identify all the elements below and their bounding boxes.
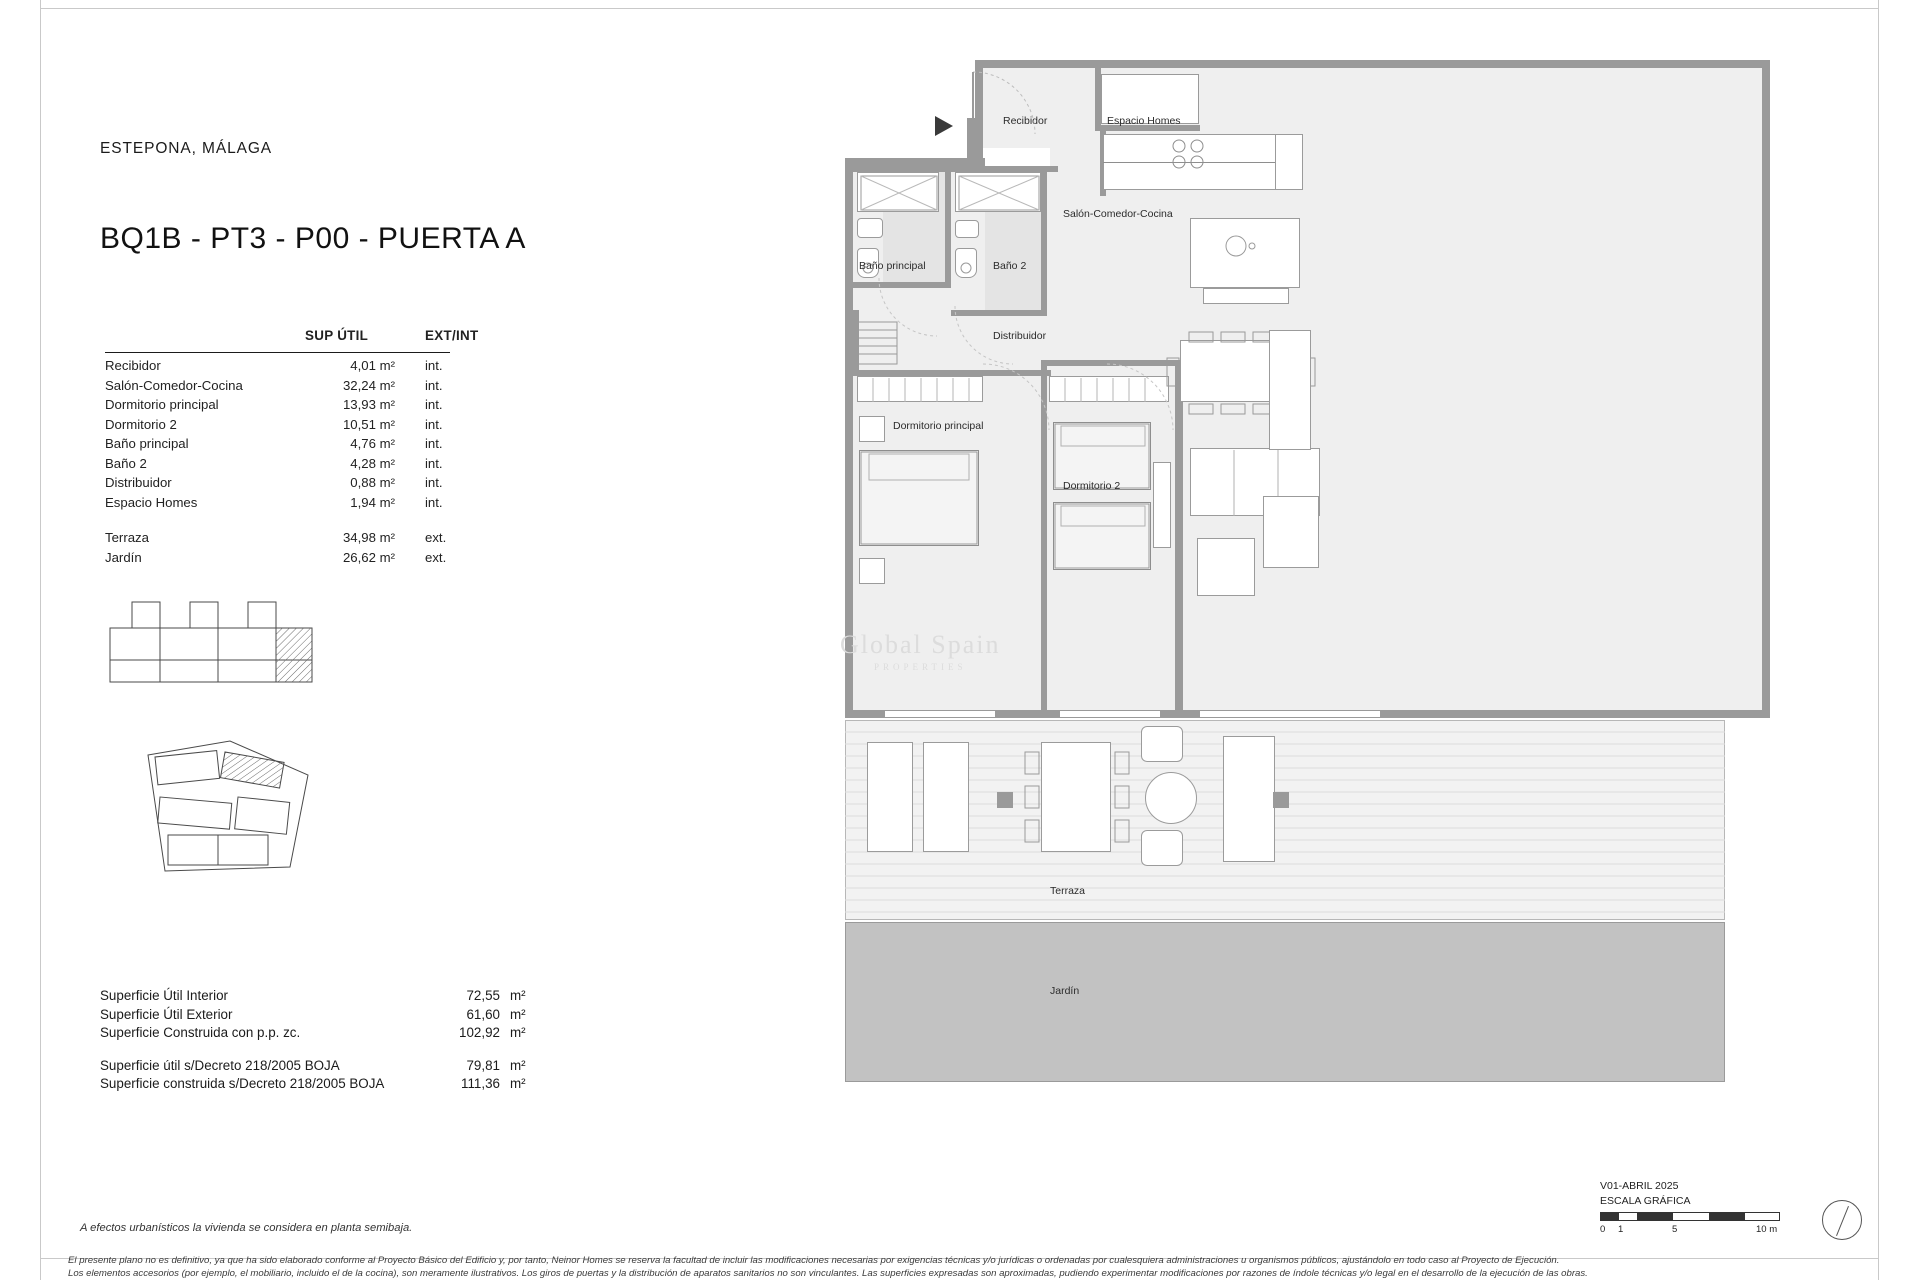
summary-unit: m² bbox=[510, 1057, 526, 1073]
label-dormitorio-2: Dormitorio 2 bbox=[1063, 480, 1121, 492]
table-row bbox=[105, 550, 525, 570]
room-name: Distribuidor bbox=[105, 475, 172, 490]
legal-disclaimer bbox=[68, 1254, 1868, 1280]
location-label: ESTEPONA, MÁLAGA bbox=[100, 140, 273, 157]
door-swing-dormitorio-principal bbox=[979, 360, 1059, 440]
sunlounger-2 bbox=[923, 742, 969, 852]
watermark-text: Global Spain bbox=[840, 630, 1001, 659]
room-type: ext. bbox=[425, 549, 447, 565]
table-row bbox=[105, 530, 525, 550]
floor-plan-drawing bbox=[845, 30, 1875, 1120]
room-type: int. bbox=[425, 377, 443, 393]
scale-tick-5: 5 bbox=[1672, 1224, 1678, 1235]
room-area: 26,62 m² bbox=[342, 549, 395, 565]
room-area: 4,28 m² bbox=[350, 455, 395, 471]
summary-value: 79,81 bbox=[466, 1057, 500, 1073]
label-terraza: Terraza bbox=[1050, 885, 1086, 897]
table-row bbox=[105, 456, 525, 476]
door-swing-entry bbox=[965, 66, 1085, 156]
sideboard bbox=[1153, 462, 1171, 548]
stairs-icon bbox=[855, 320, 899, 366]
table-row bbox=[105, 397, 525, 417]
nightstand-principal bbox=[859, 416, 885, 442]
label-jardin: Jardín bbox=[1050, 985, 1080, 997]
island-stools bbox=[1203, 288, 1289, 304]
planter-2 bbox=[1273, 792, 1289, 808]
room-area: 34,98 m² bbox=[342, 530, 395, 545]
header-ext-int: EXT/INT bbox=[425, 328, 479, 343]
nightstand-principal-2 bbox=[859, 558, 885, 584]
summary-value: 111,36 bbox=[461, 1076, 500, 1091]
label-salon: Salón-Comedor-Cocina bbox=[1063, 208, 1173, 220]
room-type: int. bbox=[425, 494, 443, 510]
summary-label: Superficie Construida con p.p. zc. bbox=[100, 1025, 301, 1040]
room-type: ext. bbox=[425, 530, 447, 545]
summary-unit: m² bbox=[510, 1006, 526, 1022]
frame-line-top bbox=[40, 8, 1878, 9]
room-name: Baño 2 bbox=[105, 455, 147, 471]
outdoor-armchair-2 bbox=[1141, 830, 1183, 866]
room-name: Salón-Comedor-Cocina bbox=[105, 377, 243, 393]
sunlounger-1 bbox=[867, 742, 913, 852]
scale-info bbox=[1600, 1180, 1690, 1207]
summary-label: Superficie Útil Interior bbox=[100, 988, 229, 1003]
header-sup-util: SUP ÚTIL bbox=[305, 328, 369, 343]
label-recibidor: Recibidor bbox=[1003, 115, 1048, 127]
summary-value: 102,92 bbox=[459, 1025, 500, 1040]
room-name: Baño principal bbox=[105, 436, 189, 451]
room-type: int. bbox=[425, 358, 443, 373]
window-opening-3 bbox=[1200, 711, 1380, 717]
outdoor-armchair-1 bbox=[1141, 726, 1183, 762]
summary-label: Superficie Útil Exterior bbox=[100, 1006, 233, 1022]
table-row bbox=[105, 436, 525, 456]
window-opening-2 bbox=[1060, 711, 1160, 717]
garden-area bbox=[845, 922, 1725, 1082]
table-row bbox=[105, 378, 525, 398]
room-area: 10,51 m² bbox=[342, 416, 395, 432]
scale-tick-1: 1 bbox=[1618, 1224, 1624, 1235]
bed-principal-detail bbox=[859, 450, 981, 548]
summary-areas bbox=[100, 988, 570, 1095]
summary-value: 61,60 bbox=[466, 1006, 500, 1022]
page-title: BQ1B - PT3 - P00 - PUERTA A bbox=[100, 222, 526, 255]
table-rule-top bbox=[105, 352, 450, 353]
terrace-decking-lines bbox=[845, 720, 1725, 920]
planter-1 bbox=[997, 792, 1013, 808]
toilet-bano2-detail bbox=[955, 248, 979, 280]
label-dormitorio-principal: Dormitorio principal bbox=[893, 420, 984, 432]
room-type: int. bbox=[425, 475, 443, 490]
label-bano-2: Baño 2 bbox=[993, 260, 1027, 272]
room-name: Recibidor bbox=[105, 358, 161, 373]
coffee-table bbox=[1197, 538, 1255, 596]
site-plan-diagram bbox=[130, 735, 330, 880]
summary-row bbox=[100, 1076, 570, 1095]
building-block-diagram bbox=[105, 600, 355, 700]
scale-tick-0: 0 bbox=[1600, 1224, 1606, 1235]
room-name: Espacio Homes bbox=[105, 494, 198, 510]
wardrobe-principal-lines bbox=[857, 376, 985, 404]
watermark bbox=[840, 630, 1001, 672]
wall-bath-mid-vertical bbox=[945, 166, 951, 286]
bathtub-principal-detail bbox=[857, 172, 941, 214]
summary-unit: m² bbox=[510, 988, 526, 1003]
table-row bbox=[105, 417, 525, 437]
table-row bbox=[105, 475, 525, 495]
washbasin-principal bbox=[857, 218, 883, 238]
legal-line-1: El presente plano no es definitivo, ya que ha sido elaborado conforme al Proyecto Básico del Edificio y, por tanto, Neinor Homes se reserva la facultad de incluir las modificaciones necesarias por exigencias técnicas y/o jurídicas o ordenadas por cualesquiera administraciones u organismos públicos, ajustándolo en todo caso al Proyecto de Ejecución. bbox=[68, 1255, 1560, 1266]
bathtub-bano2-detail bbox=[955, 172, 1043, 214]
areas-table-header bbox=[105, 328, 525, 350]
room-type: int. bbox=[425, 416, 443, 432]
summary-unit: m² bbox=[510, 1025, 526, 1040]
room-type: int. bbox=[425, 397, 443, 412]
room-name: Terraza bbox=[105, 530, 149, 545]
cooktop-icon bbox=[1165, 136, 1245, 176]
room-area: 0,88 m² bbox=[350, 475, 395, 490]
round-side-table bbox=[1145, 772, 1197, 824]
room-area: 4,76 m² bbox=[350, 436, 395, 451]
summary-unit: m² bbox=[510, 1076, 526, 1091]
summary-label: Superficie útil s/Decreto 218/2005 BOJA bbox=[100, 1057, 340, 1073]
outdoor-sofa bbox=[1223, 736, 1275, 862]
tv-unit bbox=[1269, 330, 1311, 450]
room-area: 1,94 m² bbox=[350, 494, 395, 510]
room-area: 13,93 m² bbox=[342, 397, 395, 412]
summary-row bbox=[100, 988, 570, 1007]
label-bano-principal: Baño principal bbox=[859, 260, 926, 272]
legal-line-2: Los elementos accesorios (por ejemplo, el mobiliario, incluido el de la cocina), son meramente ilustrativos. Los giros de puertas y la distribución de aparatos sanitarios no son vinculantes. Las superficies expresadas son aproximadas, pudiendo experimentar modificaciones por razones de índole técnicas y/o legal en el desarrollo de la ejecución de las obras. bbox=[68, 1268, 1588, 1279]
frame-line-left bbox=[40, 0, 41, 1280]
summary-row bbox=[100, 1025, 570, 1044]
plan-version: V01-ABRIL 2025 bbox=[1600, 1180, 1679, 1192]
outdoor-dining-chairs bbox=[1019, 736, 1139, 860]
summary-row bbox=[100, 1058, 570, 1077]
room-type: int. bbox=[425, 436, 443, 451]
scale-tick-10: 10 m bbox=[1756, 1224, 1778, 1235]
window-opening-1 bbox=[885, 711, 995, 717]
label-distribuidor: Distribuidor bbox=[993, 330, 1047, 342]
room-name: Dormitorio principal bbox=[105, 397, 219, 412]
kitchen-tall-unit bbox=[1275, 134, 1303, 190]
watermark-sub: PROPERTIES bbox=[874, 662, 967, 672]
graphic-scale-bar bbox=[1600, 1212, 1780, 1221]
frame-line-right bbox=[1878, 0, 1879, 1280]
armchair-right bbox=[1263, 496, 1319, 568]
room-area: 32,24 m² bbox=[342, 377, 395, 393]
table-row bbox=[105, 358, 525, 378]
room-name: Jardín bbox=[105, 549, 142, 565]
room-name: Dormitorio 2 bbox=[105, 416, 177, 432]
areas-table bbox=[105, 328, 525, 569]
entrance-arrow-icon bbox=[931, 112, 961, 142]
island-sink-icon bbox=[1190, 218, 1302, 290]
table-row bbox=[105, 495, 525, 515]
summary-value: 72,55 bbox=[466, 988, 500, 1003]
washbasin-bano2 bbox=[955, 220, 979, 238]
summary-label: Superficie construida s/Decreto 218/2005 BOJA bbox=[100, 1076, 385, 1091]
label-espacio-homes: Espacio Homes bbox=[1107, 115, 1181, 127]
wall-top-right bbox=[975, 60, 1770, 68]
room-area: 4,01 m² bbox=[350, 358, 395, 373]
wall-top-left-stub bbox=[845, 158, 985, 166]
bed-bedroom2-b-detail bbox=[1053, 502, 1153, 572]
scale-caption: ESCALA GRÁFICA bbox=[1600, 1195, 1691, 1207]
north-arrow-icon bbox=[1822, 1200, 1862, 1240]
urbanistic-note: A efectos urbanísticos la vivienda se considera en planta semibaja. bbox=[80, 1222, 413, 1234]
summary-row bbox=[100, 1007, 570, 1026]
room-type: int. bbox=[425, 455, 443, 471]
